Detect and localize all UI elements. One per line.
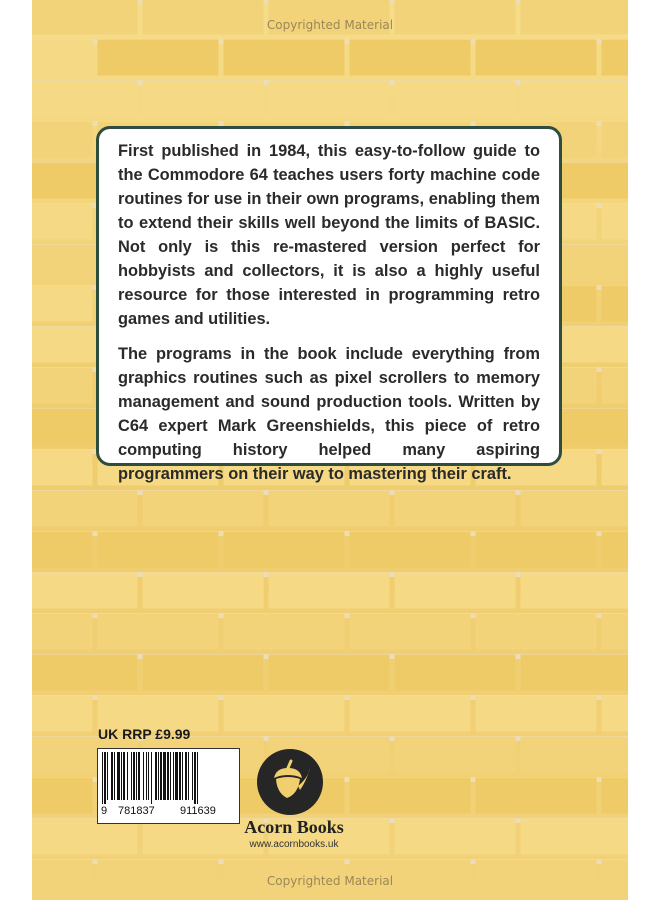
barcode-digit-lead: 9	[101, 805, 108, 817]
brick	[476, 778, 597, 814]
brick	[602, 614, 629, 650]
barcode-bar	[158, 752, 159, 800]
barcode-bar	[121, 752, 122, 800]
barcode-bar	[148, 752, 149, 800]
brick	[602, 368, 629, 404]
barcode-bar	[136, 752, 137, 800]
brick	[269, 573, 390, 609]
barcode-bar	[155, 752, 157, 800]
barcode-bar	[131, 752, 132, 800]
brick	[32, 778, 93, 814]
barcode-bar	[133, 752, 135, 800]
acorn-logo-icon	[256, 748, 324, 816]
brick	[521, 573, 629, 609]
brick	[521, 819, 629, 855]
barcode-bar	[167, 752, 169, 800]
barcode-bar	[173, 752, 174, 800]
brick	[476, 614, 597, 650]
brick	[32, 286, 93, 322]
barcode-bar	[151, 752, 152, 804]
brick	[521, 81, 629, 117]
brick	[350, 614, 471, 650]
brick	[32, 81, 138, 117]
watermark-bottom: Copyrighted Material	[266, 874, 394, 888]
brick	[395, 81, 516, 117]
brick	[395, 737, 516, 773]
brick	[269, 655, 390, 691]
barcode-bar	[194, 752, 196, 804]
brick	[32, 614, 93, 650]
brick	[32, 655, 138, 691]
barcode-bar	[123, 752, 125, 800]
barcode-bar	[179, 752, 181, 800]
barcode-bar	[143, 752, 144, 800]
brick	[224, 40, 345, 76]
barcode-bar	[146, 752, 147, 800]
brick	[224, 696, 345, 732]
barcode-bar	[102, 752, 103, 804]
barcode	[97, 748, 240, 824]
brick	[395, 573, 516, 609]
barcode-bar	[160, 752, 162, 800]
brick	[350, 40, 471, 76]
brick	[602, 778, 629, 814]
brick	[602, 450, 629, 486]
blurb-paragraph-1: First published in 1984, this easy-to-follow guide to the Commodore 64 teaches users forty machine code routines for use in their own programs, enabling them to extend their skills well beyond the limits of BASIC. Not only is this re-mastered version perfect for hobbyists and collectors, it is also a highly useful resource for those interested in programming retro games and utilities.	[118, 142, 540, 328]
brick	[269, 491, 390, 527]
barcode-bar	[188, 752, 189, 800]
brick	[395, 819, 516, 855]
barcode-bar	[111, 752, 113, 800]
barcode-bar	[182, 752, 183, 800]
brick	[476, 532, 597, 568]
brick	[224, 532, 345, 568]
brick	[32, 532, 93, 568]
barcode-digit-group-2: 911639	[180, 805, 216, 817]
brick	[32, 368, 93, 404]
price-label: UK RRP £9.99	[98, 726, 191, 742]
barcode-bar	[175, 752, 178, 800]
brick	[98, 614, 219, 650]
brick	[32, 204, 93, 240]
brick	[521, 655, 629, 691]
brick	[602, 122, 629, 158]
barcode-bar	[192, 752, 193, 800]
brick	[32, 122, 93, 158]
brick	[32, 696, 93, 732]
blurb-paragraph-2: The programs in the book include everything from graphics routines such as pixel scrollers to memory management and sound production tools. Written by C64 expert Mark Greenshields, this piece of retro computing history helped many aspiring programmers on their way to mastering their craft.	[118, 345, 540, 483]
brick	[350, 778, 471, 814]
barcode-bar	[104, 752, 106, 804]
brick	[32, 450, 93, 486]
brick	[143, 491, 264, 527]
brick	[521, 737, 629, 773]
barcode-bar	[107, 752, 108, 800]
brick	[32, 40, 93, 76]
barcode-bar	[127, 752, 128, 800]
brick	[521, 491, 629, 527]
barcode-bar	[185, 752, 187, 800]
brick	[143, 573, 264, 609]
brick	[98, 532, 219, 568]
brick	[602, 204, 629, 240]
brick	[476, 696, 597, 732]
brick	[350, 696, 471, 732]
barcode-bar	[170, 752, 171, 800]
brick	[602, 40, 629, 76]
publisher-url: www.acornbooks.uk	[249, 839, 339, 850]
brick	[602, 286, 629, 322]
brick	[395, 655, 516, 691]
brick	[224, 614, 345, 650]
brick	[269, 81, 390, 117]
blurb-box	[96, 126, 562, 483]
brick	[602, 532, 629, 568]
brick	[32, 573, 138, 609]
barcode-bar	[163, 752, 166, 800]
brick	[602, 696, 629, 732]
brick	[350, 532, 471, 568]
publisher-name: Acorn Books	[244, 817, 344, 837]
brick	[476, 40, 597, 76]
brick	[143, 655, 264, 691]
watermark-top: Copyrighted Material	[266, 18, 394, 32]
brick	[98, 40, 219, 76]
barcode-digit-group-1: 781837	[118, 805, 155, 817]
barcode-bar	[197, 752, 198, 804]
barcode-bar	[114, 752, 115, 800]
barcode-bar	[117, 752, 120, 800]
barcode-bar	[138, 752, 140, 800]
brick	[395, 491, 516, 527]
brick	[143, 81, 264, 117]
barcode-bars	[102, 752, 235, 804]
brick	[32, 491, 138, 527]
